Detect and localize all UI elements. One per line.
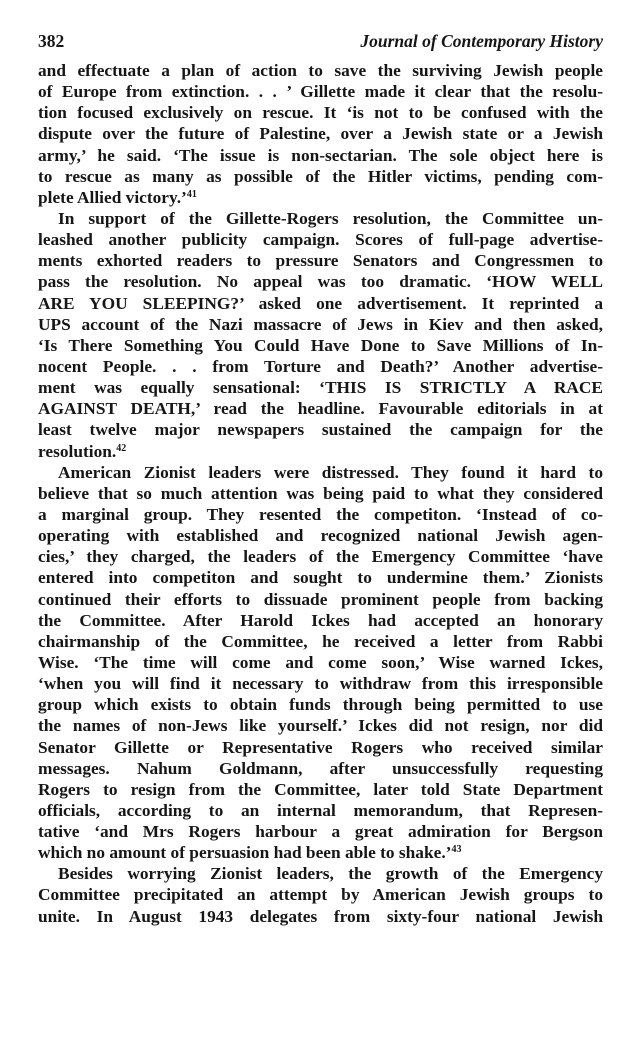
text-line (38, 821, 603, 842)
text-line (38, 166, 603, 187)
document-page (38, 26, 603, 927)
text-line (38, 652, 603, 673)
line-text: tion focused exclusively on rescue. It ‘is not to be confused with the (38, 103, 603, 123)
text-line (38, 884, 603, 905)
text-line (38, 356, 603, 377)
line-text: the Committee. After Harold Ickes had accepted an honorary (38, 610, 603, 630)
line-text: army,’ he said. ‘The issue is non-sectarian. The sole object here is (38, 145, 603, 165)
line-text: pass the resolution. No appeal was too dramatic. ‘HOW WELL (38, 272, 603, 292)
line-text: ARE YOU SLEEPING?’ asked one advertisement. It reprinted a (38, 293, 603, 313)
text-line (38, 610, 603, 631)
text-line (38, 715, 603, 736)
line-text: resolution. (38, 441, 117, 461)
line-text: AGAINST DEATH,’ read the headline. Favourable editorials in at (38, 399, 603, 419)
text-line (38, 779, 603, 800)
footnote-ref[interactable]: 41 (186, 188, 197, 200)
line-text: a marginal group. They resented the competiton. ‘Instead of co- (38, 504, 603, 524)
text-line (38, 60, 603, 81)
text-line (38, 694, 603, 715)
line-text: dispute over the future of Palestine, over a Jewish state or a Jewish (38, 124, 603, 144)
text-line (38, 398, 603, 419)
text-line (38, 441, 603, 462)
line-text: tative ‘and Mrs Rogers harbour a great admiration for Bergson (38, 822, 603, 842)
line-text: American Zionist leaders were distressed. They found it hard to (58, 462, 603, 482)
text-line (38, 906, 603, 927)
text-line (38, 567, 603, 588)
text-line (38, 737, 603, 758)
footnote-ref[interactable]: 43 (451, 844, 462, 856)
text-line (38, 504, 603, 525)
line-text: cies,’ they charged, the leaders of the Emergency Committee ‘have (38, 547, 603, 567)
line-text: continued their efforts to dissuade prominent people from backing (38, 589, 603, 609)
line-text: plete Allied victory.’ (38, 187, 187, 207)
text-line (38, 546, 603, 567)
text-line (38, 842, 603, 863)
body-text (38, 60, 603, 927)
text-line (38, 483, 603, 504)
text-line (38, 145, 603, 166)
line-text: to rescue as many as possible of the Hitler victims, pending com- (38, 166, 603, 186)
text-line (38, 102, 603, 123)
paragraph (38, 60, 603, 208)
line-text: ‘when you will find it necessary to withdraw from this irresponsible (38, 674, 603, 694)
text-line (38, 462, 603, 483)
text-line (38, 377, 603, 398)
text-line (38, 335, 603, 356)
line-text: ‘Is There Something You Could Have Done to Save Millions of In- (38, 335, 603, 355)
text-line (38, 229, 603, 250)
text-line (38, 293, 603, 314)
page-header (38, 26, 603, 56)
paragraph (38, 863, 603, 926)
line-text: and effectuate a plan of action to save the surviving Jewish people (38, 61, 603, 80)
line-text: ments exhorted readers to pressure Senators and Congressmen to (38, 251, 603, 271)
paragraph (38, 462, 603, 864)
line-text: believe that so much attention was being paid to what they considered (38, 483, 603, 503)
line-text: chairmanship of the Committee, he received a letter from Rabbi (38, 631, 603, 651)
line-text: group which exists to obtain funds through being permitted to use (38, 695, 603, 715)
line-text: Committee precipitated an attempt by American Jewish groups to (38, 885, 603, 905)
text-line (38, 863, 603, 884)
line-text: Senator Gillette or Representative Rogers who received similar (38, 737, 603, 757)
text-line (38, 81, 603, 102)
line-text: the names of non-Jews like yourself.’ Ickes did not resign, nor did (38, 716, 603, 736)
line-text: ment was equally sensational: ‘THIS IS STRICTLY A RACE (38, 378, 603, 398)
text-line (38, 758, 603, 779)
paragraph (38, 208, 603, 462)
line-text: which no amount of persuasion had been able to shake.’ (38, 843, 452, 863)
line-text: unite. In August 1943 delegates from sixty-four national Jewish (38, 906, 603, 926)
line-text: officials, according to an internal memorandum, that Represen- (38, 800, 603, 820)
text-line (38, 589, 603, 610)
text-line (38, 123, 603, 144)
line-text: entered into competiton and sought to undermine them.’ Zionists (38, 568, 603, 588)
line-text: least twelve major newspapers sustained the campaign for the (38, 420, 603, 440)
line-text: In support of the Gillette-Rogers resolution, the Committee un- (58, 208, 603, 228)
text-line (38, 271, 603, 292)
text-line (38, 314, 603, 335)
line-text: nocent People. . . from Torture and Death?’ Another advertise- (38, 356, 603, 376)
line-text: operating with established and recognized national Jewish agen- (38, 526, 603, 546)
line-text: UPS account of the Nazi massacre of Jews in Kiev and then asked, (38, 314, 603, 334)
running-head: Journal of Contemporary History (360, 31, 603, 51)
line-text: of Europe from extinction. . . ’ Gillette made it clear that the resolu- (38, 82, 603, 102)
text-line (38, 631, 603, 652)
text-line (38, 419, 603, 440)
line-text: Besides worrying Zionist leaders, the growth of the Emergency (58, 864, 603, 884)
text-line (38, 525, 603, 546)
page-number: 382 (38, 31, 65, 51)
line-text: Rogers to resign from the Committee, later told State Department (38, 779, 603, 799)
text-line (38, 187, 603, 208)
line-text: leashed another publicity campaign. Scores of full-page advertise- (38, 230, 603, 250)
text-line (38, 800, 603, 821)
line-text: Wise. ‘The time will come and come soon,’ Wise warned Ickes, (38, 652, 603, 672)
line-text: messages. Nahum Goldmann, after unsuccessfully requesting (38, 758, 603, 778)
text-line (38, 208, 603, 229)
footnote-ref[interactable]: 42 (116, 442, 127, 454)
text-line (38, 250, 603, 271)
text-line (38, 673, 603, 694)
